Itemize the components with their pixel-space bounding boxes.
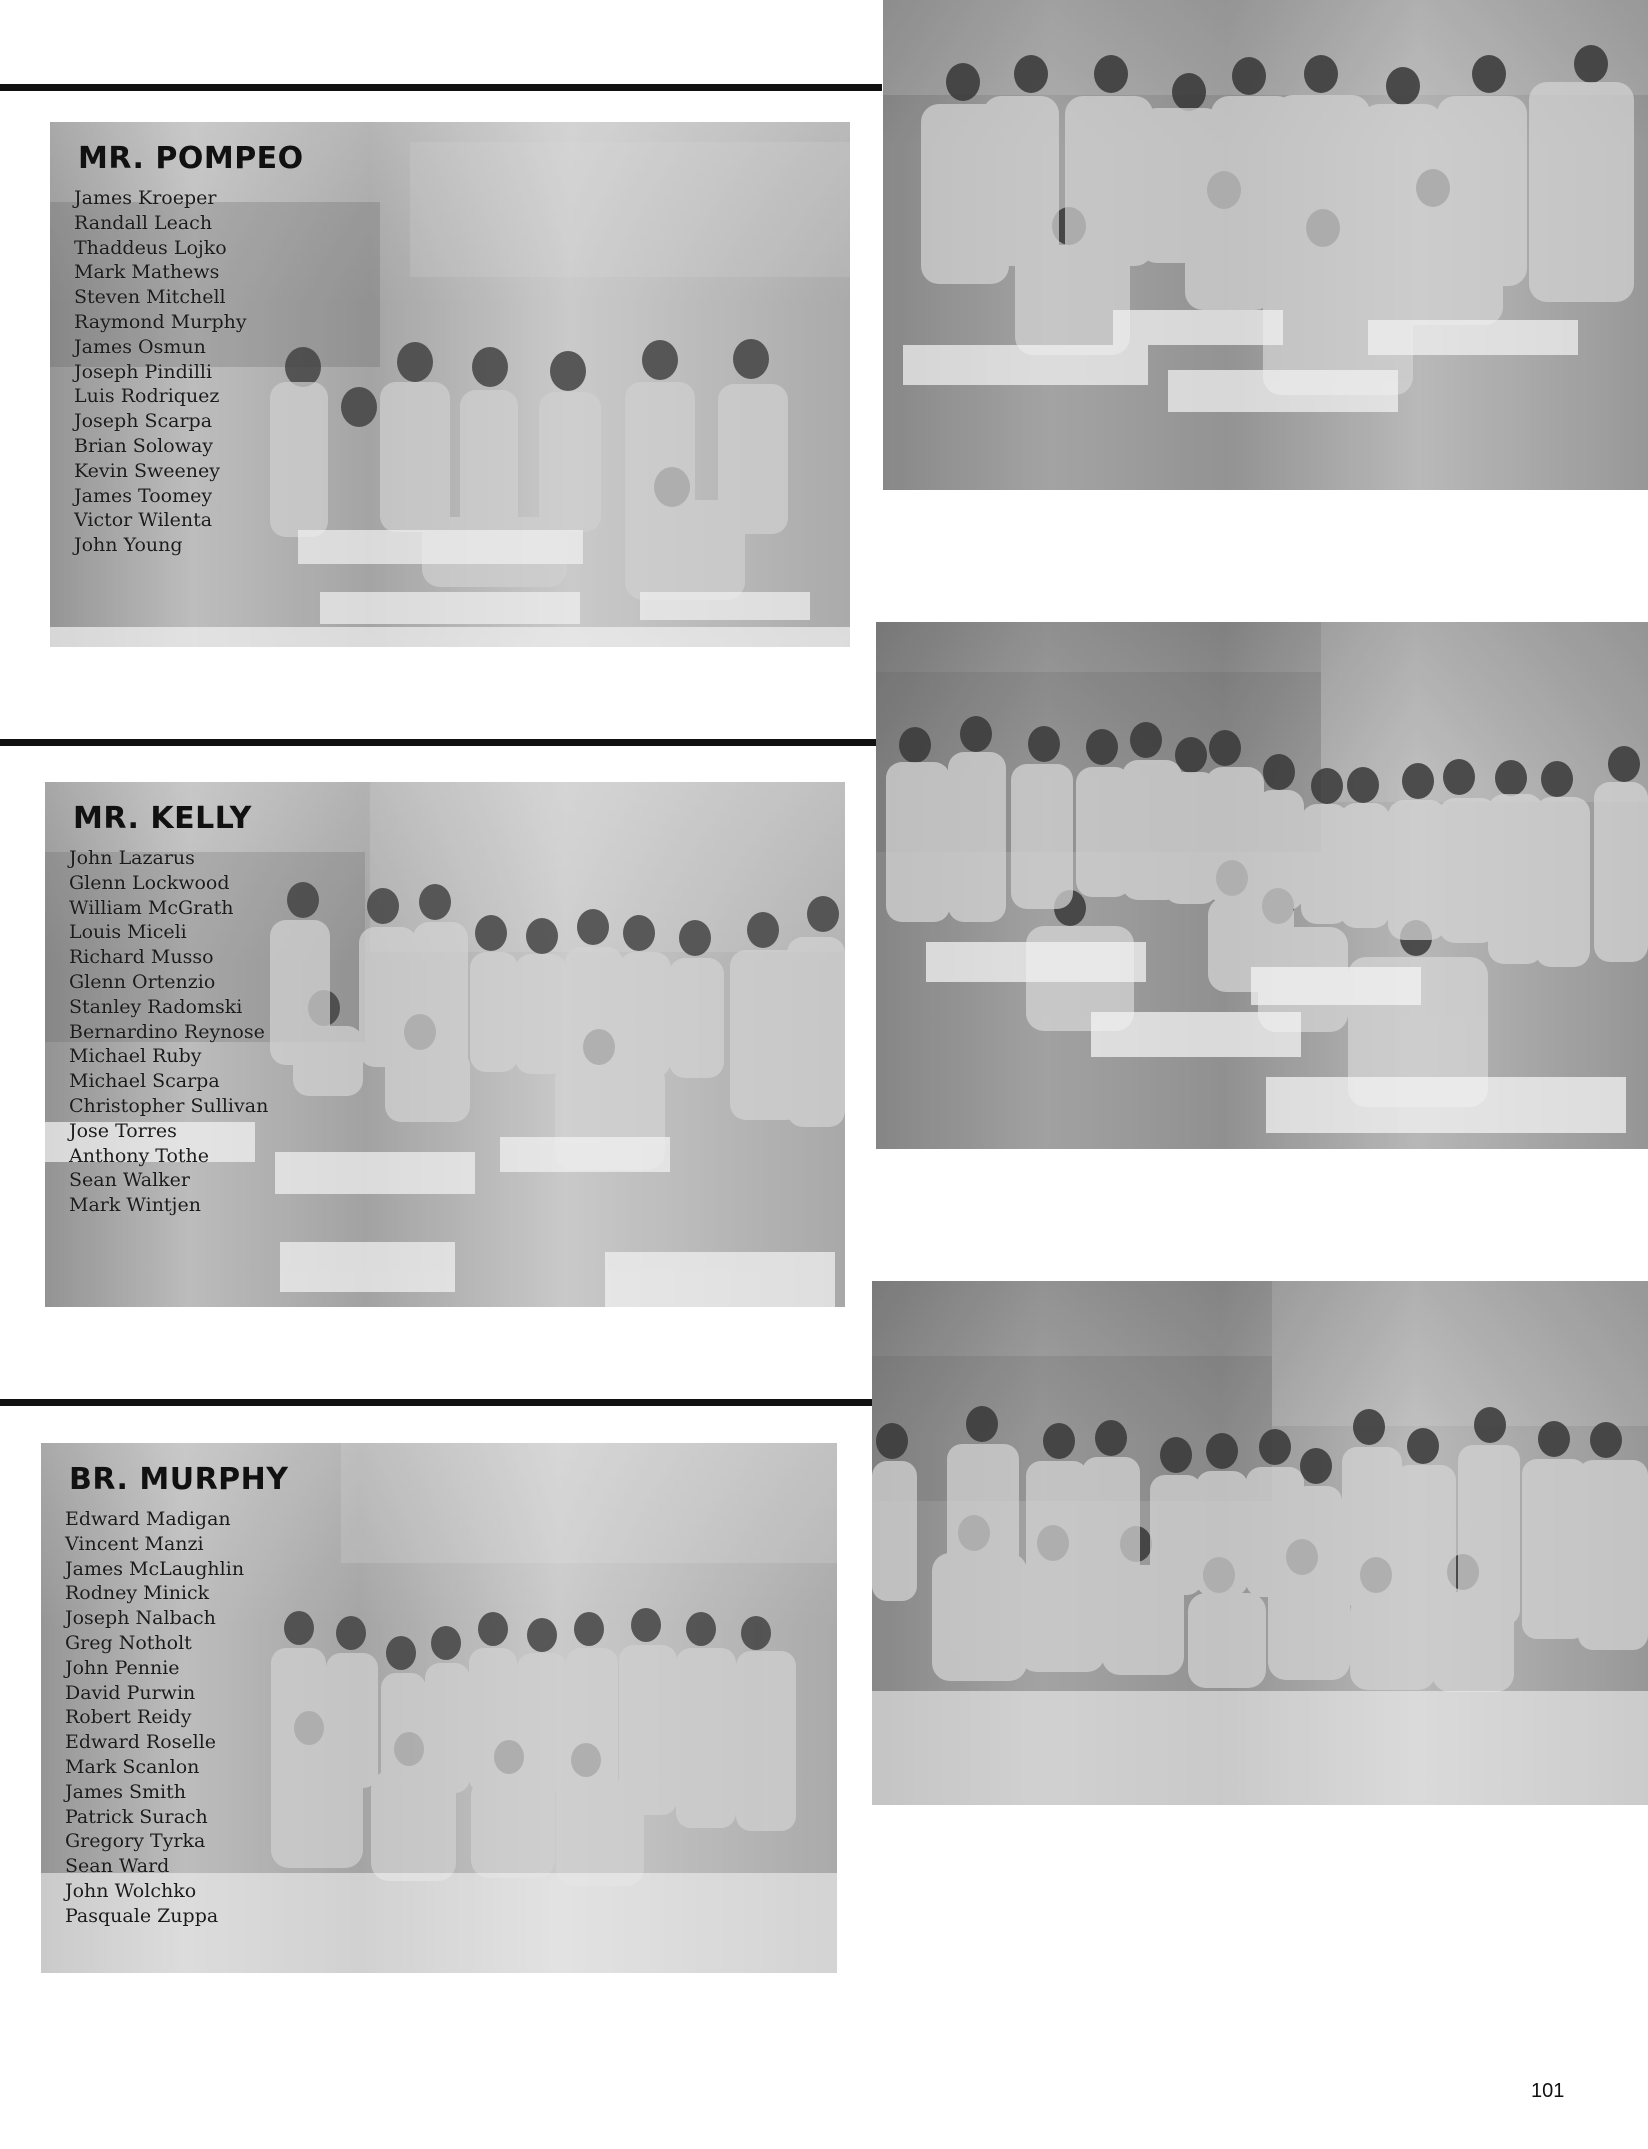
student-name: James Toomey <box>74 484 213 507</box>
homeroom-photo-murphy <box>41 1443 837 1973</box>
homeroom-label-murphy <box>65 1463 289 1929</box>
student-name: Victor Wilenta <box>74 509 213 532</box>
student-name: Stanley Radomski <box>69 995 243 1018</box>
student-name: Steven Mitchell <box>74 286 226 309</box>
student-name: Anthony Tothe <box>69 1144 210 1167</box>
student-name: John Pennie <box>65 1656 180 1679</box>
student-name: Joseph Scarpa <box>74 410 213 433</box>
classroom-scene <box>876 622 1648 1149</box>
student-name: Louis Miceli <box>69 921 187 944</box>
student-name: Richard Musso <box>69 946 214 969</box>
student-name: Joseph Nalbach <box>65 1607 216 1630</box>
homeroom-photo-kelly <box>45 782 845 1307</box>
student-name: James Kroeper <box>74 187 217 209</box>
student-name: Michael Ruby <box>69 1045 202 1068</box>
section-rule-middle <box>0 739 882 746</box>
student-name: Mark Mathews <box>74 261 220 284</box>
student-name: James Osmun <box>74 335 206 358</box>
section-rule-bottom <box>0 1399 875 1406</box>
student-name: James Smith <box>65 1780 186 1803</box>
student-name: Kevin Sweeney <box>74 459 220 482</box>
classroom-scene <box>883 0 1648 490</box>
teacher-name: MR. POMPEO <box>78 141 304 176</box>
section-rule-top <box>0 84 882 91</box>
student-name: Joseph Pindilli <box>74 360 213 383</box>
student-name: John Lazarus <box>69 847 195 869</box>
student-name: Mark Scanlon <box>65 1755 200 1778</box>
student-name: Raymond Murphy <box>74 310 247 333</box>
student-name: Robert Reidy <box>65 1706 192 1729</box>
student-name: Greg Notholt <box>65 1631 192 1654</box>
student-name: Jose Torres <box>69 1119 177 1142</box>
class-photo-right-middle <box>876 622 1648 1149</box>
student-name: Brian Soloway <box>74 434 214 457</box>
student-name: Michael Scarpa <box>69 1070 220 1093</box>
class-photo-right-bottom <box>872 1281 1648 1805</box>
student-name: Christopher Sullivan <box>69 1094 269 1117</box>
student-name: Sean Walker <box>69 1169 190 1192</box>
student-name: Edward Madigan <box>65 1508 231 1530</box>
student-name: Patrick Surach <box>65 1805 208 1828</box>
homeroom-photo-pompeo <box>50 122 850 647</box>
student-name: John Young <box>74 534 183 557</box>
student-name: David Purwin <box>65 1681 196 1704</box>
student-name: Sean Ward <box>65 1855 170 1878</box>
student-name: William McGrath <box>69 896 234 919</box>
student-name: Glenn Ortenzio <box>69 970 216 993</box>
student-name-list <box>65 1507 289 1929</box>
student-name: Randall Leach <box>74 211 213 234</box>
student-name: John Wolchko <box>65 1879 197 1902</box>
page-number: 101 <box>1531 2080 1565 2102</box>
student-name: Pasquale Zuppa <box>65 1904 219 1927</box>
student-name: Thaddeus Lojko <box>74 236 227 259</box>
student-name: Luis Rodriquez <box>74 385 220 408</box>
homeroom-label-kelly <box>69 802 268 1218</box>
student-name: Glenn Lockwood <box>69 871 230 894</box>
homeroom-label-pompeo <box>74 142 304 558</box>
teacher-name: BR. MURPHY <box>69 1462 289 1497</box>
student-name: Gregory Tyrka <box>65 1830 206 1853</box>
student-name-list <box>69 846 268 1218</box>
teacher-name: MR. KELLY <box>73 801 252 836</box>
classroom-scene <box>872 1281 1648 1805</box>
student-name: Mark Wintjen <box>69 1194 201 1217</box>
student-name: Edward Roselle <box>65 1731 217 1754</box>
student-name: James McLaughlin <box>65 1557 245 1580</box>
student-name: Vincent Manzi <box>65 1532 204 1555</box>
class-photo-right-top <box>883 0 1648 490</box>
student-name: Bernardino Reynose <box>69 1020 265 1043</box>
student-name-list <box>74 186 304 558</box>
student-name: Rodney Minick <box>65 1582 210 1605</box>
